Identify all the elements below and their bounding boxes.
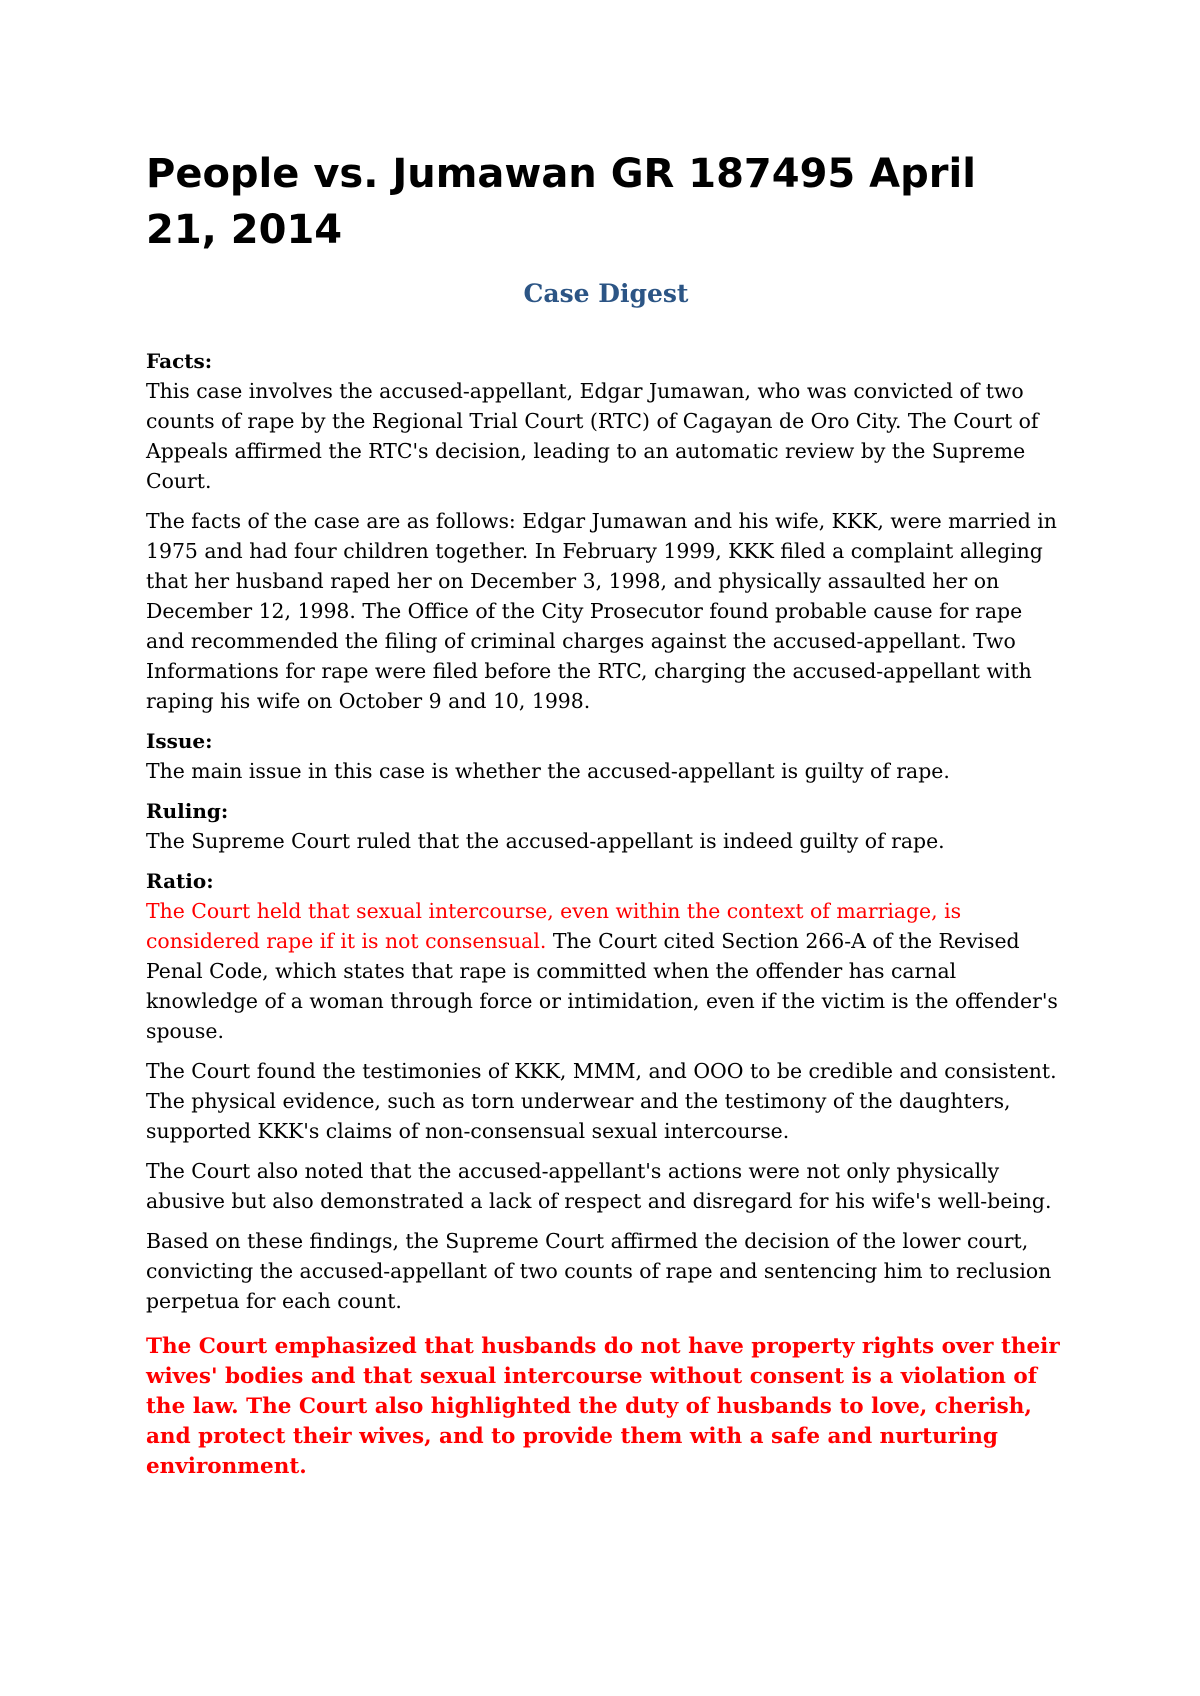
ratio-highlight-text: The Court held that sexual intercourse, even within the context of marriage, is considered rape if it is not consensual. (146, 899, 962, 953)
ratio-paragraph-4: Based on these findings, the Supreme Court affirmed the decision of the lower court, convicting the accused-appellant of two counts of rape and sentencing him to reclusion perpetua for each count. (146, 1229, 1052, 1313)
ratio-paragraph-1 (146, 896, 1066, 1046)
page-subtitle: Case Digest (523, 279, 689, 308)
page-title: People vs. Jumawan GR 187495 April 21, 2014 (146, 151, 976, 253)
ruling-section (146, 796, 1066, 856)
ruling-heading: Ruling: (146, 799, 229, 823)
ratio-paragraph-2: The Court found the testimonies of KKK, MMM, and OOO to be credible and consistent. The physical evidence, such as torn underwear and the testimony of the daughters, supported KKK's claims of non-consensual sexual intercourse. (146, 1059, 1057, 1143)
issue-heading: Issue: (146, 729, 213, 753)
ratio-emphasis-paragraph: The Court emphasized that husbands do not have property rights over their wives' bodies and that sexual intercourse without consent is a violation of the law. The Court also highlighted the duty of husbands to love, cherish, and protect their wives, and to provide them with a safe and nurturing environment. (146, 1334, 1060, 1479)
ratio-heading: Ratio: (146, 869, 214, 893)
facts-section (146, 346, 1066, 716)
facts-heading: Facts: (146, 349, 213, 373)
document-page (146, 146, 1066, 1482)
ratio-section (146, 866, 1066, 1482)
ratio-paragraph-3: The Court also noted that the accused-appellant's actions were not only physically abusive but also demonstrated a lack of respect and disregard for his wife's well-being. (146, 1159, 1052, 1213)
issue-paragraph: The main issue in this case is whether the accused-appellant is guilty of rape. (146, 759, 950, 783)
issue-section (146, 726, 1066, 786)
facts-paragraph-1: This case involves the accused-appellant, Edgar Jumawan, who was convicted of two counts of rape by the Regional Trial Court (RTC) of Cagayan de Oro City. The Court of Appeals affirmed the RTC's decision, leading to an automatic review by the Supreme Court. (146, 379, 1039, 493)
ratio-paragraph-1-rest: The Court cited Section 266-A of the Revised Penal Code, which states that rape is committed when the offender has carnal knowledge of a woman through force or intimidation, even if the victim is the offender's spouse. (146, 929, 1058, 1043)
ruling-paragraph: The Supreme Court ruled that the accused-appellant is indeed guilty of rape. (146, 829, 945, 853)
facts-paragraph-2: The facts of the case are as follows: Edgar Jumawan and his wife, KKK, were married in 1975 and had four children together. In February 1999, KKK filed a complaint alleging that her husband raped her on December 3, 1998, and physically assaulted her on December 12, 1998. The Office of the City Prosecutor found probable cause for rape and recommended the filing of criminal charges against the accused-appellant. Two Informations for rape were filed before the RTC, charging the accused-appellant with raping his wife on October 9 and 10, 1998. (146, 509, 1057, 713)
